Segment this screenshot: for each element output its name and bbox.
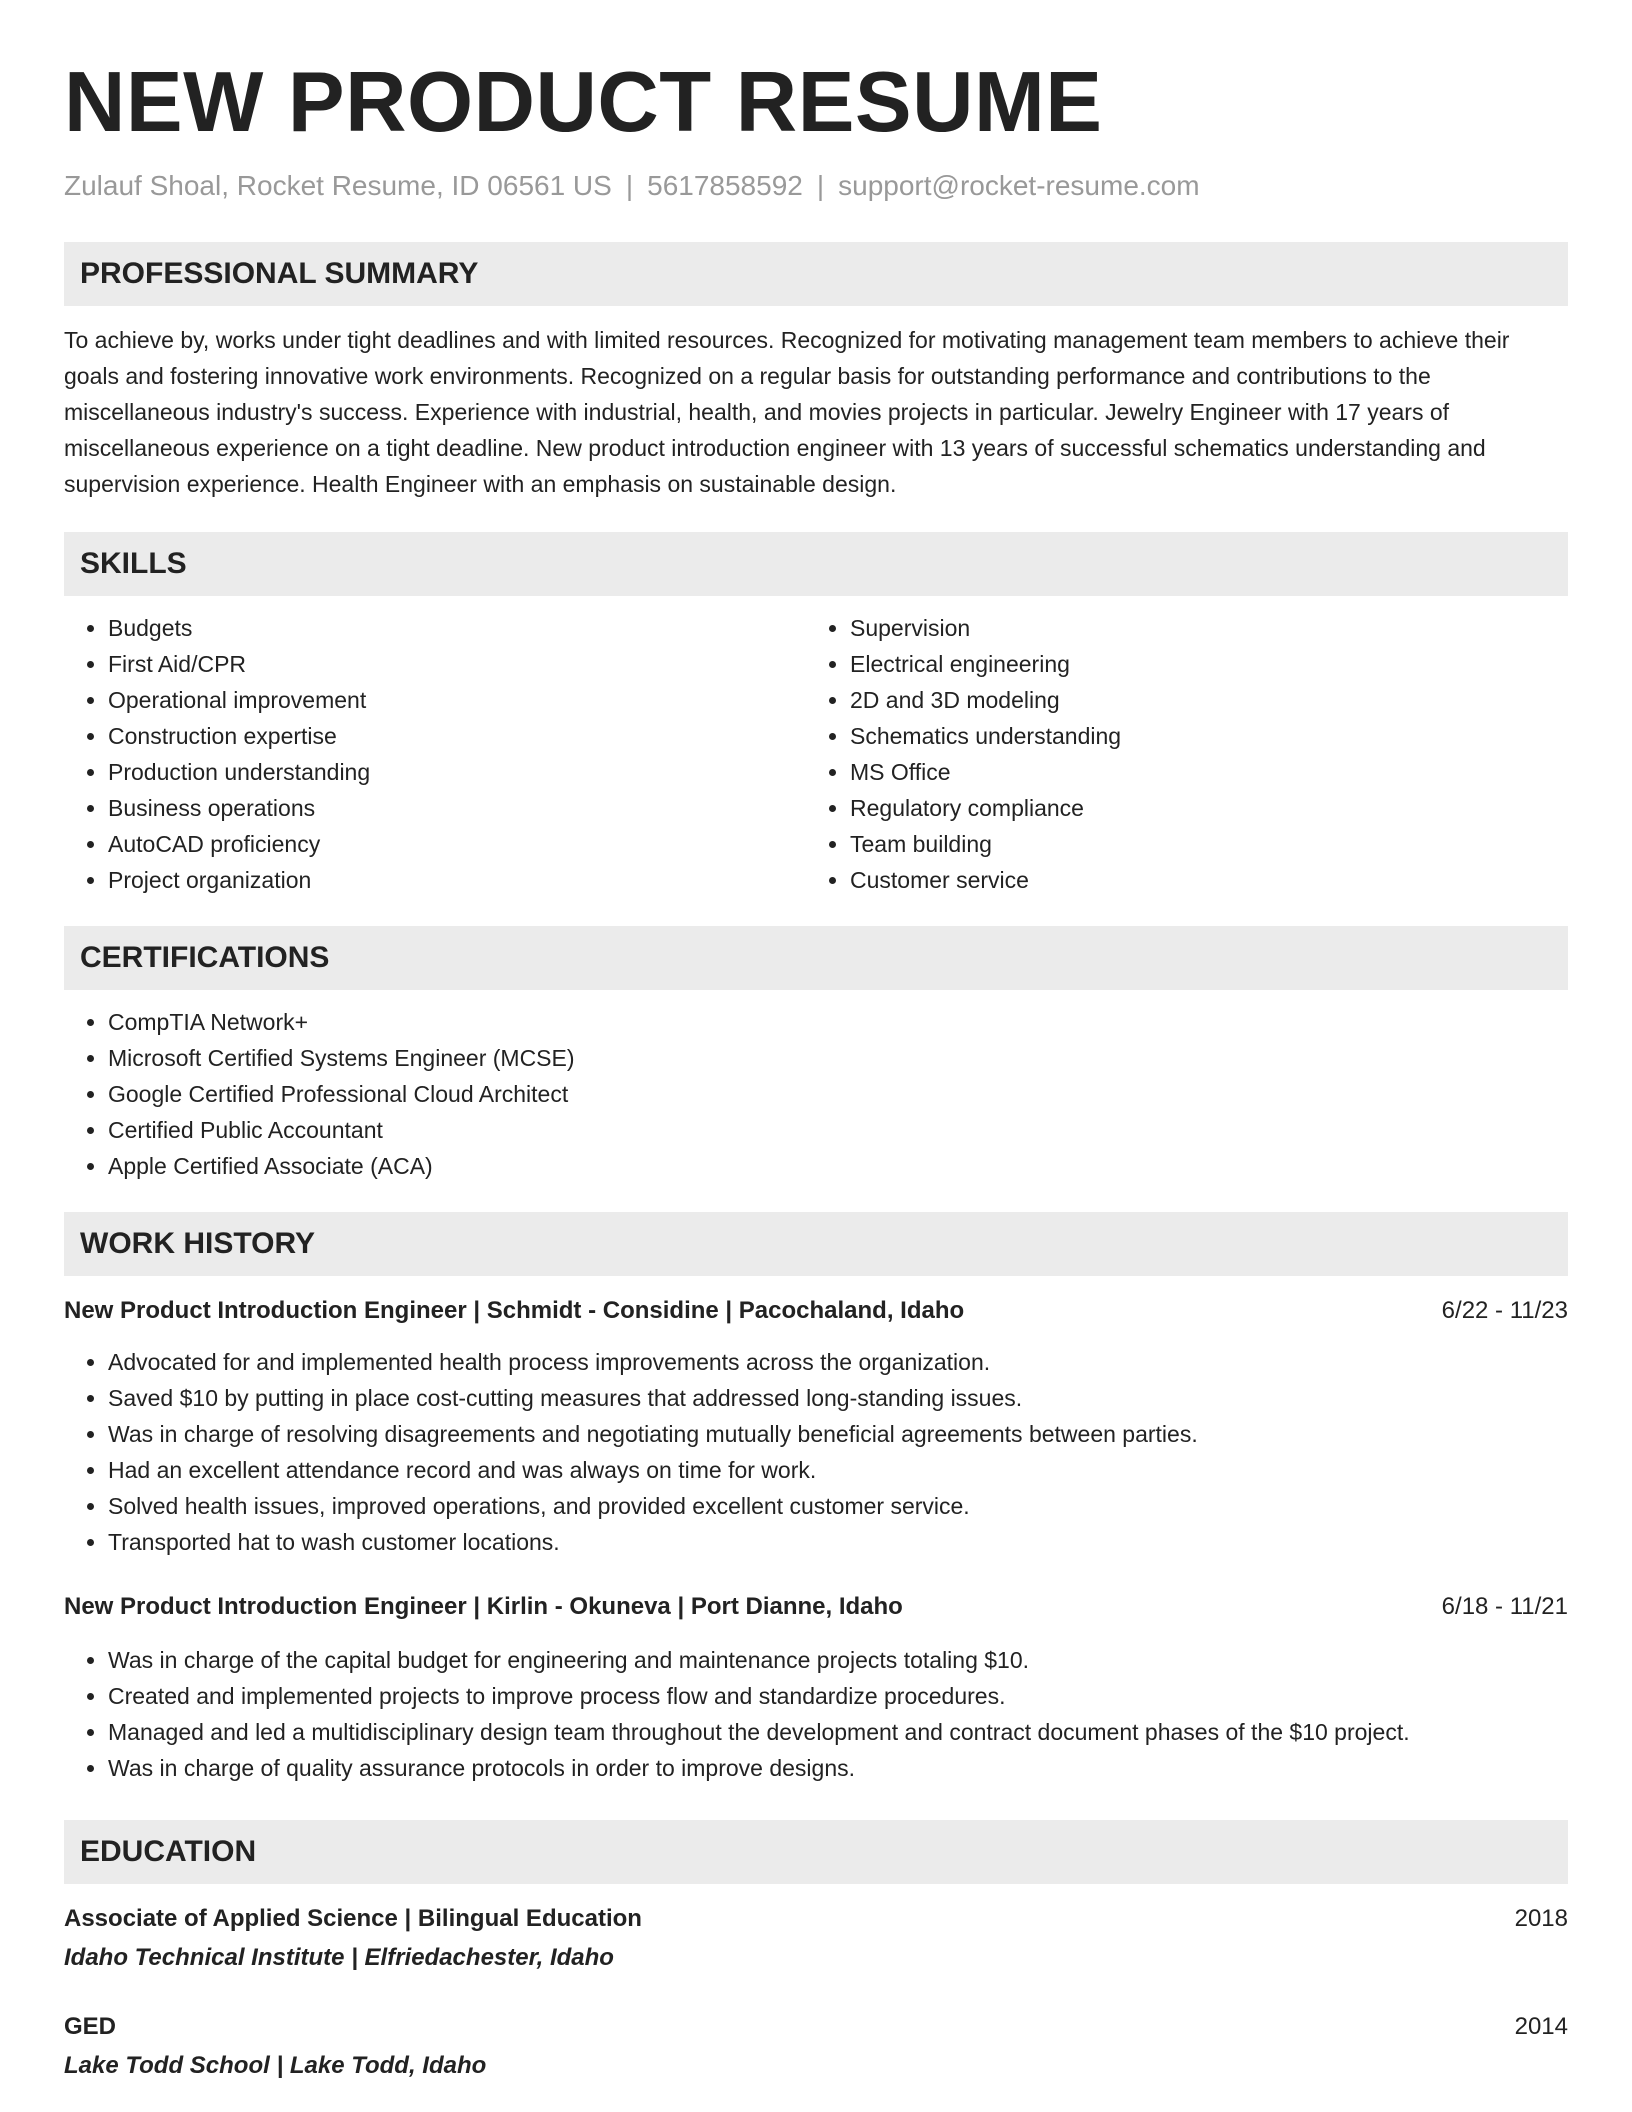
skill-item: • Construction expertise: [108, 718, 806, 754]
certification-item: • CompTIA Network+: [108, 1004, 1568, 1040]
job-title: New Product Introduction Engineer | Schmidt - Considine | Pacochaland, Idaho: [64, 1297, 965, 1324]
education-entry: [64, 1902, 1568, 1976]
summary-heading: PROFESSIONAL SUMMARY: [64, 242, 1568, 306]
job-title: New Product Introduction Engineer | Kirlin - Okuneva | Port Dianne, Idaho: [64, 1593, 903, 1620]
skill-item: • Production understanding: [108, 754, 806, 790]
certification-item: • Apple Certified Associate (ACA): [108, 1148, 1568, 1184]
contact-line: [64, 168, 1568, 204]
education-header: [64, 2010, 1568, 2044]
skills-heading: SKILLS: [64, 532, 1568, 596]
skill-item: • MS Office: [850, 754, 1548, 790]
resume-title: NEW PRODUCT RESUME: [64, 55, 1103, 150]
education-year: 2014: [1514, 2013, 1568, 2040]
education-school: Idaho Technical Institute | Elfriedachester, Idaho: [64, 1944, 614, 1971]
contact-separator: |: [816, 170, 825, 201]
skills-column-left: [64, 610, 806, 898]
job-entry: [64, 1294, 1568, 1560]
skill-item: • First Aid/CPR: [108, 646, 806, 682]
skill-item: • Customer service: [850, 862, 1548, 898]
job-bullet: • Created and implemented projects to improve process flow and standardize procedures.: [108, 1678, 1568, 1714]
education-header: [64, 1902, 1568, 1936]
certification-item: • Certified Public Accountant: [108, 1112, 1568, 1148]
job-bullet: • Was in charge of quality assurance protocols in order to improve designs.: [108, 1750, 1568, 1786]
skill-item: • Schematics understanding: [850, 718, 1548, 754]
education-school: Lake Todd School | Lake Todd, Idaho: [64, 2052, 487, 2079]
job-bullet: • Was in charge of the capital budget for engineering and maintenance projects totaling $10.: [108, 1642, 1568, 1678]
job-dates: 6/22 - 11/23: [1441, 1297, 1568, 1324]
education-entry: [64, 2010, 1568, 2084]
job-bullets: [64, 1642, 1568, 1786]
contact-separator: |: [625, 170, 634, 201]
contact-address: Zulauf Shoal, Rocket Resume, ID 06561 US: [64, 170, 612, 201]
job-bullet: • Managed and led a multidisciplinary design team throughout the development and contract document phases of the $10 project.: [108, 1714, 1568, 1750]
contact-email: support@rocket-resume.com: [838, 170, 1200, 201]
skill-item: • Electrical engineering: [850, 646, 1548, 682]
job-entry: [64, 1590, 1568, 1786]
job-bullet: • Was in charge of resolving disagreements and negotiating mutually beneficial agreements between parties.: [108, 1416, 1568, 1452]
work-history-heading: WORK HISTORY: [64, 1212, 1568, 1276]
job-bullet: • Advocated for and implemented health process improvements across the organization.: [108, 1344, 1568, 1380]
skill-item: • Supervision: [850, 610, 1548, 646]
skill-item: • Project organization: [108, 862, 806, 898]
job-bullet: • Saved $10 by putting in place cost-cutting measures that addressed long-standing issues.: [108, 1380, 1568, 1416]
skill-item: • 2D and 3D modeling: [850, 682, 1548, 718]
skills-grid: [64, 610, 1568, 898]
job-dates: 6/18 - 11/21: [1441, 1593, 1568, 1620]
job-header: [64, 1590, 1568, 1624]
certifications-heading: CERTIFICATIONS: [64, 926, 1568, 990]
resume-content: [64, 52, 1568, 2084]
certification-item: • Microsoft Certified Systems Engineer (MCSE): [108, 1040, 1568, 1076]
skill-item: • Regulatory compliance: [850, 790, 1548, 826]
job-bullet: • Had an excellent attendance record and was always on time for work.: [108, 1452, 1568, 1488]
job-bullet: • Solved health issues, improved operations, and provided excellent customer service.: [108, 1488, 1568, 1524]
skill-item: • Operational improvement: [108, 682, 806, 718]
summary-text: To achieve by, works under tight deadlines and with limited resources. Recognized for motivating management team members to achieve their goals and fostering innovative work environments. Recognized on a regular basis for outstanding performance and contributions to the miscellaneous industry's success. Experience with industrial, health, and movies projects in particular. Jewelry Engineer with 17 years of miscellaneous experience on a tight deadline. New product introduction engineer with 13 years of successful schematics understanding and supervision experience. Health Engineer with an emphasis on sustainable design.: [64, 327, 1510, 497]
job-bullets: [64, 1344, 1568, 1560]
certification-item: • Google Certified Professional Cloud Architect: [108, 1076, 1568, 1112]
education-degree: GED: [64, 2013, 117, 2040]
job-header: [64, 1294, 1568, 1328]
job-bullet: • Transported hat to wash customer locations.: [108, 1524, 1568, 1560]
skill-item: • Business operations: [108, 790, 806, 826]
education-degree: Associate of Applied Science | Bilingual Education: [64, 1905, 642, 1932]
skill-item: • Budgets: [108, 610, 806, 646]
contact-phone: 5617858592: [647, 170, 803, 201]
skills-column-right: [806, 610, 1548, 898]
education-year: 2018: [1514, 1905, 1568, 1932]
skill-item: • Team building: [850, 826, 1548, 862]
skill-item: • AutoCAD proficiency: [108, 826, 806, 862]
certifications-list: [64, 1004, 1568, 1184]
education-heading: EDUCATION: [64, 1820, 1568, 1884]
